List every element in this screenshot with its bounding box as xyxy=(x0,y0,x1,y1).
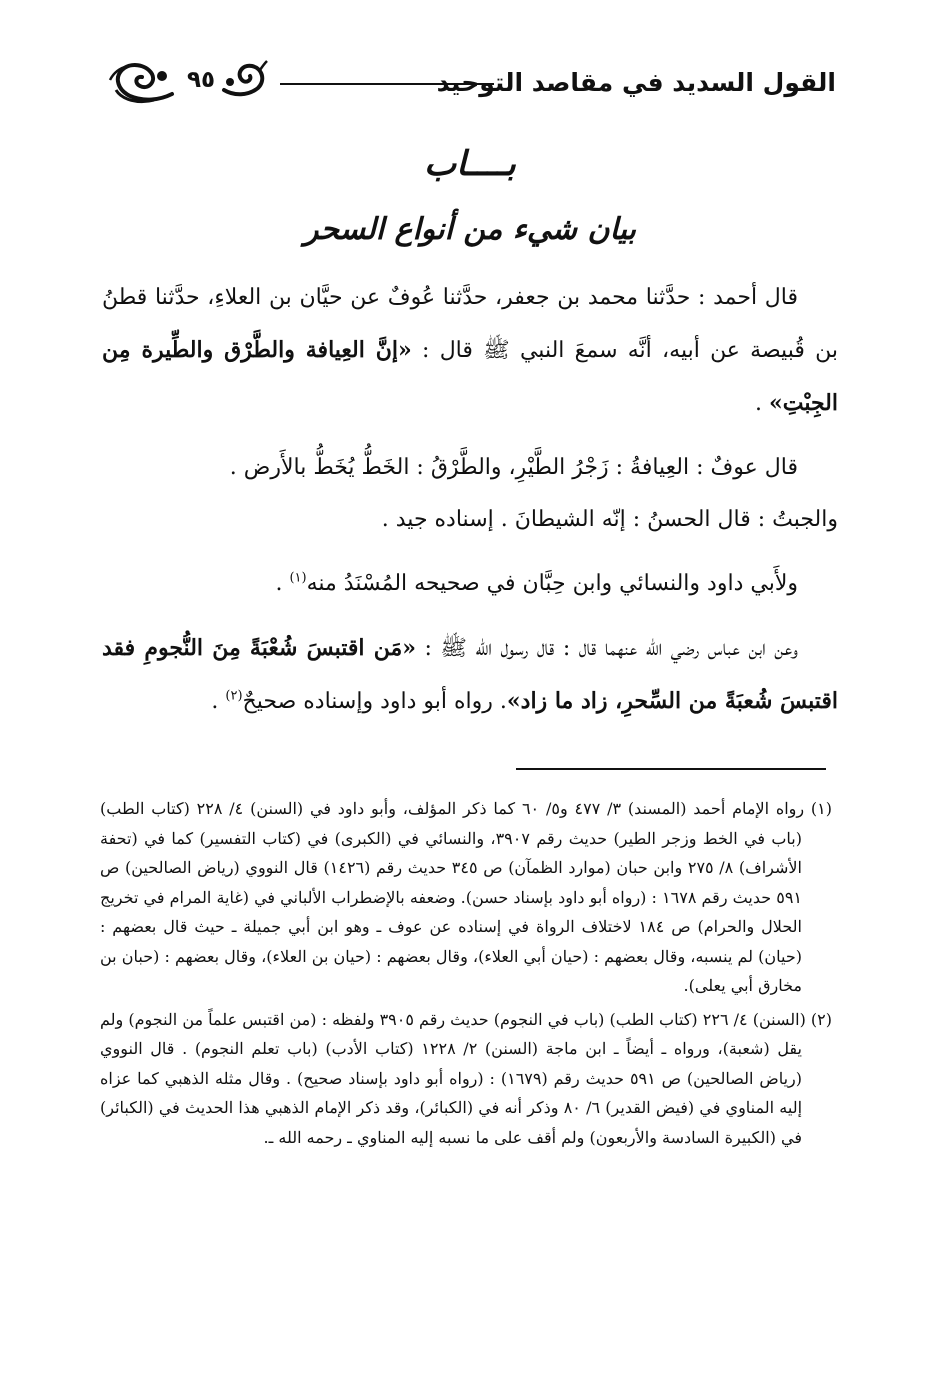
page-number-ornament xyxy=(108,60,268,106)
sentence-end: . xyxy=(754,391,762,416)
paragraph-abu-dawud-nasai xyxy=(102,558,838,610)
main-text xyxy=(102,272,838,740)
floral-ornament-icon xyxy=(108,60,176,104)
paragraph-ahmad-narration xyxy=(102,272,838,430)
floral-ornament-icon xyxy=(220,60,268,100)
page-number: ٩٥ xyxy=(186,67,216,93)
footnote-ref-2: (٢) xyxy=(225,688,243,704)
sources-text: ولأَبي داود والنسائي وابن حِبَّان في صحيحه المُسْنَدُ منه xyxy=(306,571,798,596)
grading-text: . رواه أبو داود وإسناده صحيحٌ xyxy=(242,689,507,714)
narration-intro: وعن ابن عباس رضي الله عنهما قال : قال رسول الله ﷺ : xyxy=(424,636,798,661)
chapter-label: بــــاب xyxy=(424,144,516,184)
paragraph-awf-explanation xyxy=(102,442,838,546)
footnote-ref-1: (١) xyxy=(289,570,307,586)
footnote-2: (٢) (السنن) ٤/ ٢٢٦ (كتاب الطب) (باب في النجوم) حديث رقم ٣٩٠٥ ولفظه : (من اقتبس علماً من النجوم) ولم يقل (شعبة)، ورواه ـ أيضاً ـ ابن ماجة (السنن) ٢/ ١٢٢٨ (كتاب الأدب) (باب تعلم النجوم) . قال النووي (رياض الصالحين) ص ٥٩١ حديث رقم (١٦٧٩) : (رواه أبو داود بإسناد صحيح) . وقال مثله الذهبي كما عزاه إليه المناوي في (فيض القدير) ٦/ ٨٠ وذكر أنه في (الكبائر)، وقد ذكر الإمام الذهبي هذا الحديث في (الكبائر) في (الكبيرة السادسة والأربعون) ولم أقف على ما نسبه إليه المناوي ـ رحمه الله ـ. xyxy=(100,1009,832,1147)
running-header xyxy=(108,58,836,108)
footnote-separator xyxy=(516,768,826,770)
header-rule xyxy=(280,83,494,85)
sentence-end: . xyxy=(211,689,219,714)
paragraph-ibn-abbas-narration xyxy=(102,622,838,728)
awf-explanation-line: قال عوفٌ : العِيافةُ : زَجْرُ الطَّيْرِ، والطَّرْقُ : الخَطُّ يُخَطُّ بالأَرض . xyxy=(229,455,798,480)
narration-intro: قال أحمد : حدَّثنا محمد بن جعفر، حدَّثنا عُوفٌ عن حيَّان بن العلاءِ، حدَّثنا قطنُ بن قُبيصة عن أبيه، أنَّه سمعَ النبي ﷺ قال : xyxy=(102,285,838,363)
footnote-1: (١) رواه الإمام أحمد (المسند) ٣/ ٤٧٧ و٥/ ٦٠ كما ذكر المؤلف، وأبو داود في (السنن) ٤/ ٢٢٨ (كتاب الطب) (باب في الخط وزجر الطير) حديث رقم ٣٩٠٧، والنسائي في (الكبرى) في (كتاب التفسير) كما في (تحفة الأشراف) ٨/ ٢٧٥ وابن حبان (موارد الظمآن) ص ٣٤٥ حديث رقم (١٤٢٦) قال النووي (رياض الصالحين) ص ٥٩١ حديث رقم ١٦٧٨ : (رواه أبو داود بإسناد حسن). وضعفه بالإضطراب الألباني في (غاية المرام في تخريج الحلال والحرام) ص ١٨٤ لاختلاف الرواة في إسناده عن عوف ـ وهو ابن أبي جميلة ـ حيث قال بعضهم : (حيان) لم ينسبه، وقال بعضهم : (حيان أبي العلاء)، وقال بعضهم : (حيان بن العلاء)، وقال بعضهم : (حبان بن مخارق أبي يعلى). xyxy=(100,799,833,995)
footnotes xyxy=(100,794,832,1156)
sentence-end: . xyxy=(275,571,283,596)
chapter-title: بيان شيء من أنواع السحر xyxy=(303,212,637,247)
book-title: القول السديد في مقاصد التوحيد xyxy=(436,68,836,97)
jibt-explanation-line: والجبتُ : قال الحسنُ : إنّه الشيطانَ . إسناده جيد . xyxy=(381,507,838,532)
hadith-text-nujum: «مَن اقتبسَ شُعْبَةً مِنَ النُّجومِ فقد اقتبسَ شُعبَةً من السِّحرِ، زاد ما زاد» xyxy=(102,635,838,714)
hadith-text-iyafa: «إنَّ العِيافة والطَّرْق والطِّيرة مِن الجِبْتِ» xyxy=(102,337,838,416)
